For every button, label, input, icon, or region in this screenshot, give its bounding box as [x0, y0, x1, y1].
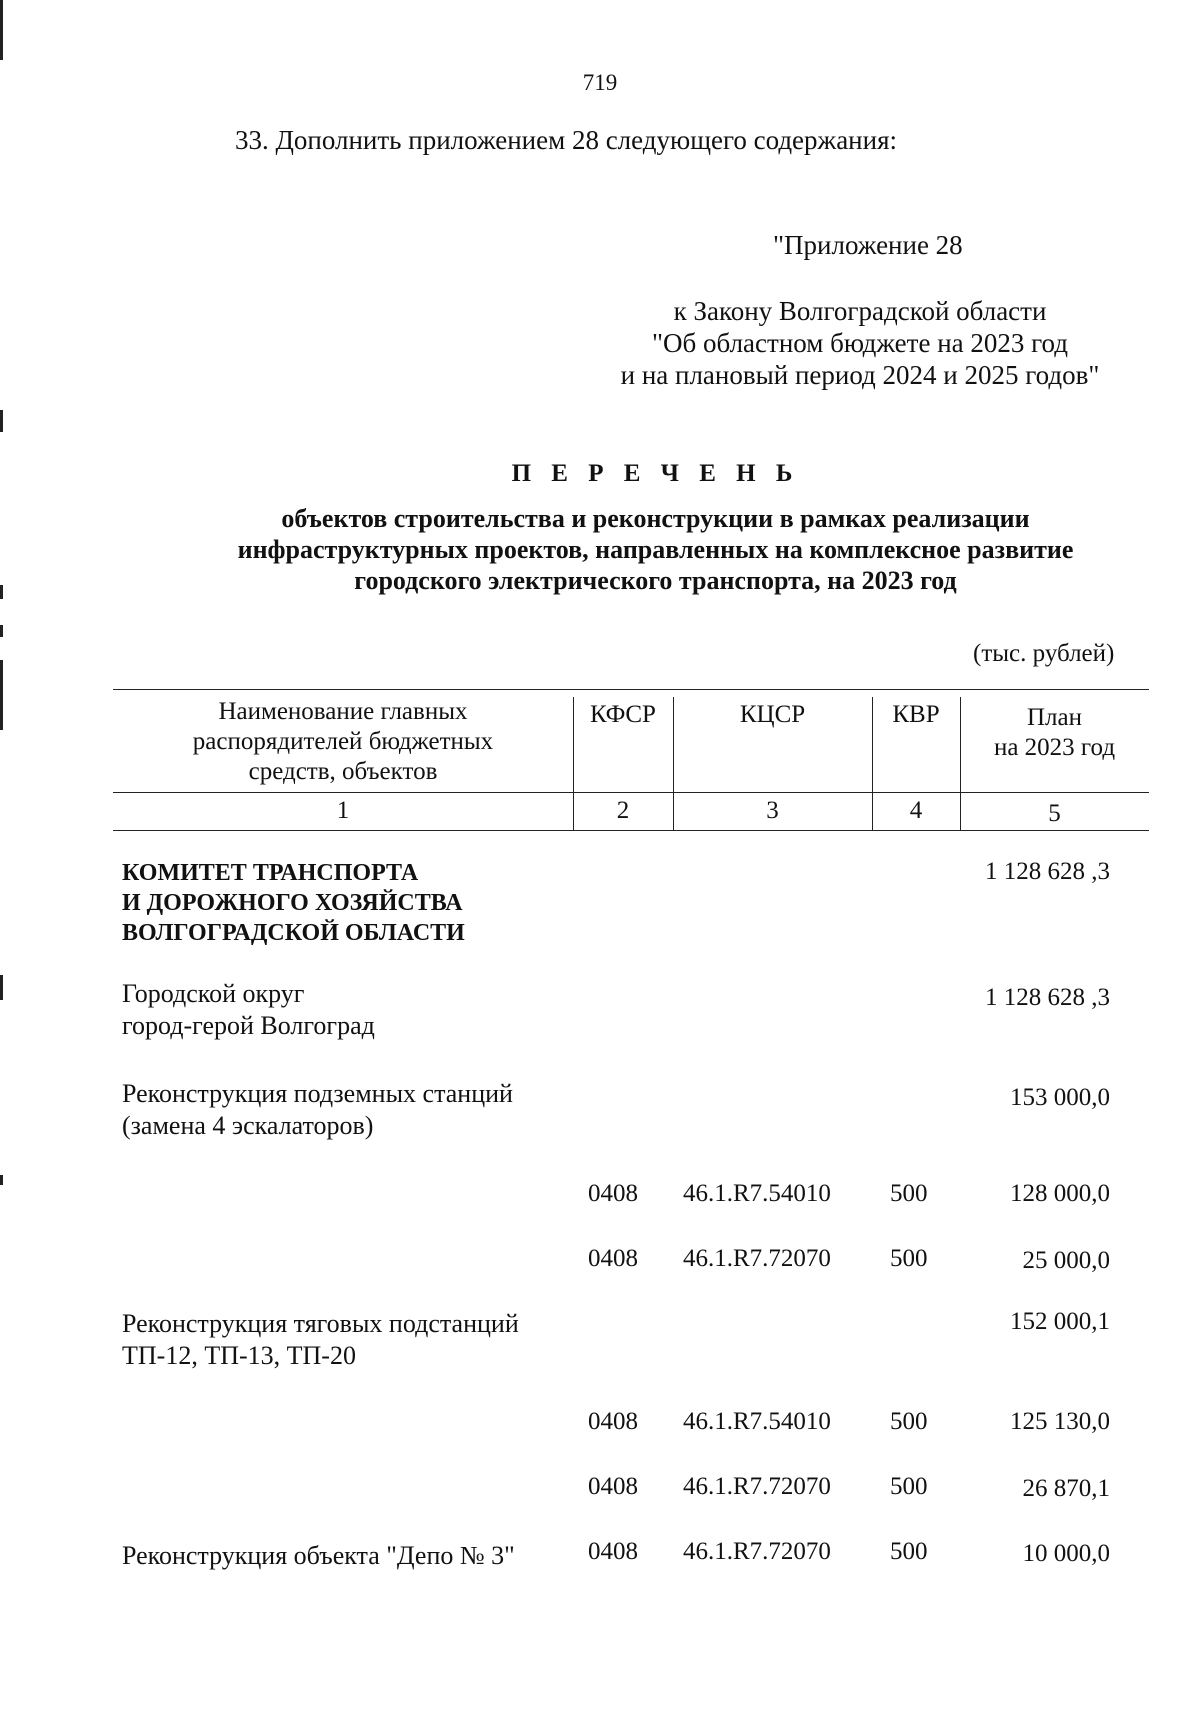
header-plan: План на 2023 год — [993, 704, 1116, 761]
row-plan: 152 000,1 — [1010, 1308, 1110, 1335]
scan-margin-mark — [0, 585, 3, 599]
page-number: 719 — [582, 70, 618, 95]
header-kfsr: КФСР — [590, 701, 656, 728]
row-kvr: 500 — [890, 1538, 928, 1565]
row-kcsr: 46.1.R7.72070 — [683, 1473, 831, 1500]
column-number: 5 — [1048, 800, 1061, 827]
header-kcsr: КЦСР — [739, 701, 806, 728]
row-kfsr: 0408 — [588, 1245, 638, 1272]
row-name: КОМИТЕТ ТРАНСПОРТА И ДОРОЖНОГО ХОЗЯЙСТВА ВОЛГОГРАДСКОЙ ОБЛАСТИ — [122, 860, 465, 946]
row-plan: 25 000,0 — [1022, 1247, 1110, 1274]
row-name: Городской округ город-герой Волгоград — [122, 979, 375, 1040]
subtitle-line: объектов строительства и реконструкции в рамках реализации — [281, 504, 1030, 533]
scan-margin-mark — [0, 975, 3, 1000]
row-kvr: 500 — [890, 1245, 928, 1272]
scan-margin-mark — [0, 1175, 3, 1185]
law-reference-line: к Закону Волгоградской области — [673, 296, 1047, 326]
units-label: (тыс. рублей) — [973, 640, 1115, 667]
row-plan: 10 000,0 — [1022, 1540, 1110, 1567]
row-name: Реконструкция объекта "Депо № 3" — [122, 1541, 515, 1570]
row-kcsr: 46.1.R7.72070 — [683, 1245, 831, 1272]
row-kcsr: 46.1.R7.72070 — [683, 1538, 831, 1565]
subtitle-line: городского электрического транспорта, на 2023 год — [354, 566, 957, 595]
document-subtitle — [0, 503, 1200, 596]
law-reference-line: и на плановый период 2024 и 2025 годов" — [620, 360, 1100, 390]
scan-margin-mark — [0, 0, 3, 60]
column-number: 4 — [909, 797, 923, 824]
row-plan: 128 000,0 — [1010, 1180, 1110, 1207]
row-plan: 26 870,1 — [1022, 1475, 1110, 1502]
header-name: Наименование главных распорядителей бюджетных средств, объектов — [192, 698, 494, 785]
row-kvr: 500 — [890, 1473, 928, 1500]
row-kfsr: 0408 — [588, 1180, 638, 1207]
subtitle-line: инфраструктурных проектов, направленных на комплексное развитие — [237, 535, 1074, 564]
law-reference — [560, 295, 1160, 391]
row-name: Реконструкция тяговых подстанций ТП-12, ТП-13, ТП-20 — [122, 1309, 519, 1370]
header-top-rule — [113, 689, 1149, 690]
appendix-title: "Приложение 28 — [773, 230, 963, 260]
row-kcsr: 46.1.R7.54010 — [683, 1180, 831, 1207]
row-kfsr: 0408 — [588, 1538, 638, 1565]
row-kfsr: 0408 — [588, 1408, 638, 1435]
scan-margin-mark — [0, 410, 3, 432]
scan-margin-mark — [0, 660, 3, 730]
row-kcsr: 46.1.R7.54010 — [683, 1408, 831, 1435]
row-plan: 1 128 628 ,3 — [985, 858, 1110, 885]
column-number: 1 — [336, 797, 350, 824]
header-bottom-rule — [113, 830, 1149, 831]
scan-margin-mark — [0, 625, 3, 637]
law-reference-line: "Об областном бюджете на 2023 год — [652, 328, 1068, 358]
row-plan: 125 130,0 — [1010, 1408, 1110, 1435]
row-name: Реконструкция подземных станций (замена 4 эскалаторов) — [122, 1079, 513, 1140]
header-divider-rule — [113, 792, 1149, 793]
header-kvr: КВР — [892, 701, 940, 728]
row-plan: 153 000,0 — [1010, 1084, 1110, 1111]
column-number: 3 — [766, 797, 779, 824]
column-number: 2 — [616, 797, 630, 824]
row-kfsr: 0408 — [588, 1473, 638, 1500]
amendment-intro: 33. Дополнить приложением 28 следующего содержания: — [235, 125, 898, 155]
document-heading: П Е Р Е Ч Е Н Ь — [511, 460, 800, 487]
row-kvr: 500 — [890, 1180, 928, 1207]
row-kvr: 500 — [890, 1408, 928, 1435]
row-plan: 1 128 628 ,3 — [985, 984, 1110, 1011]
